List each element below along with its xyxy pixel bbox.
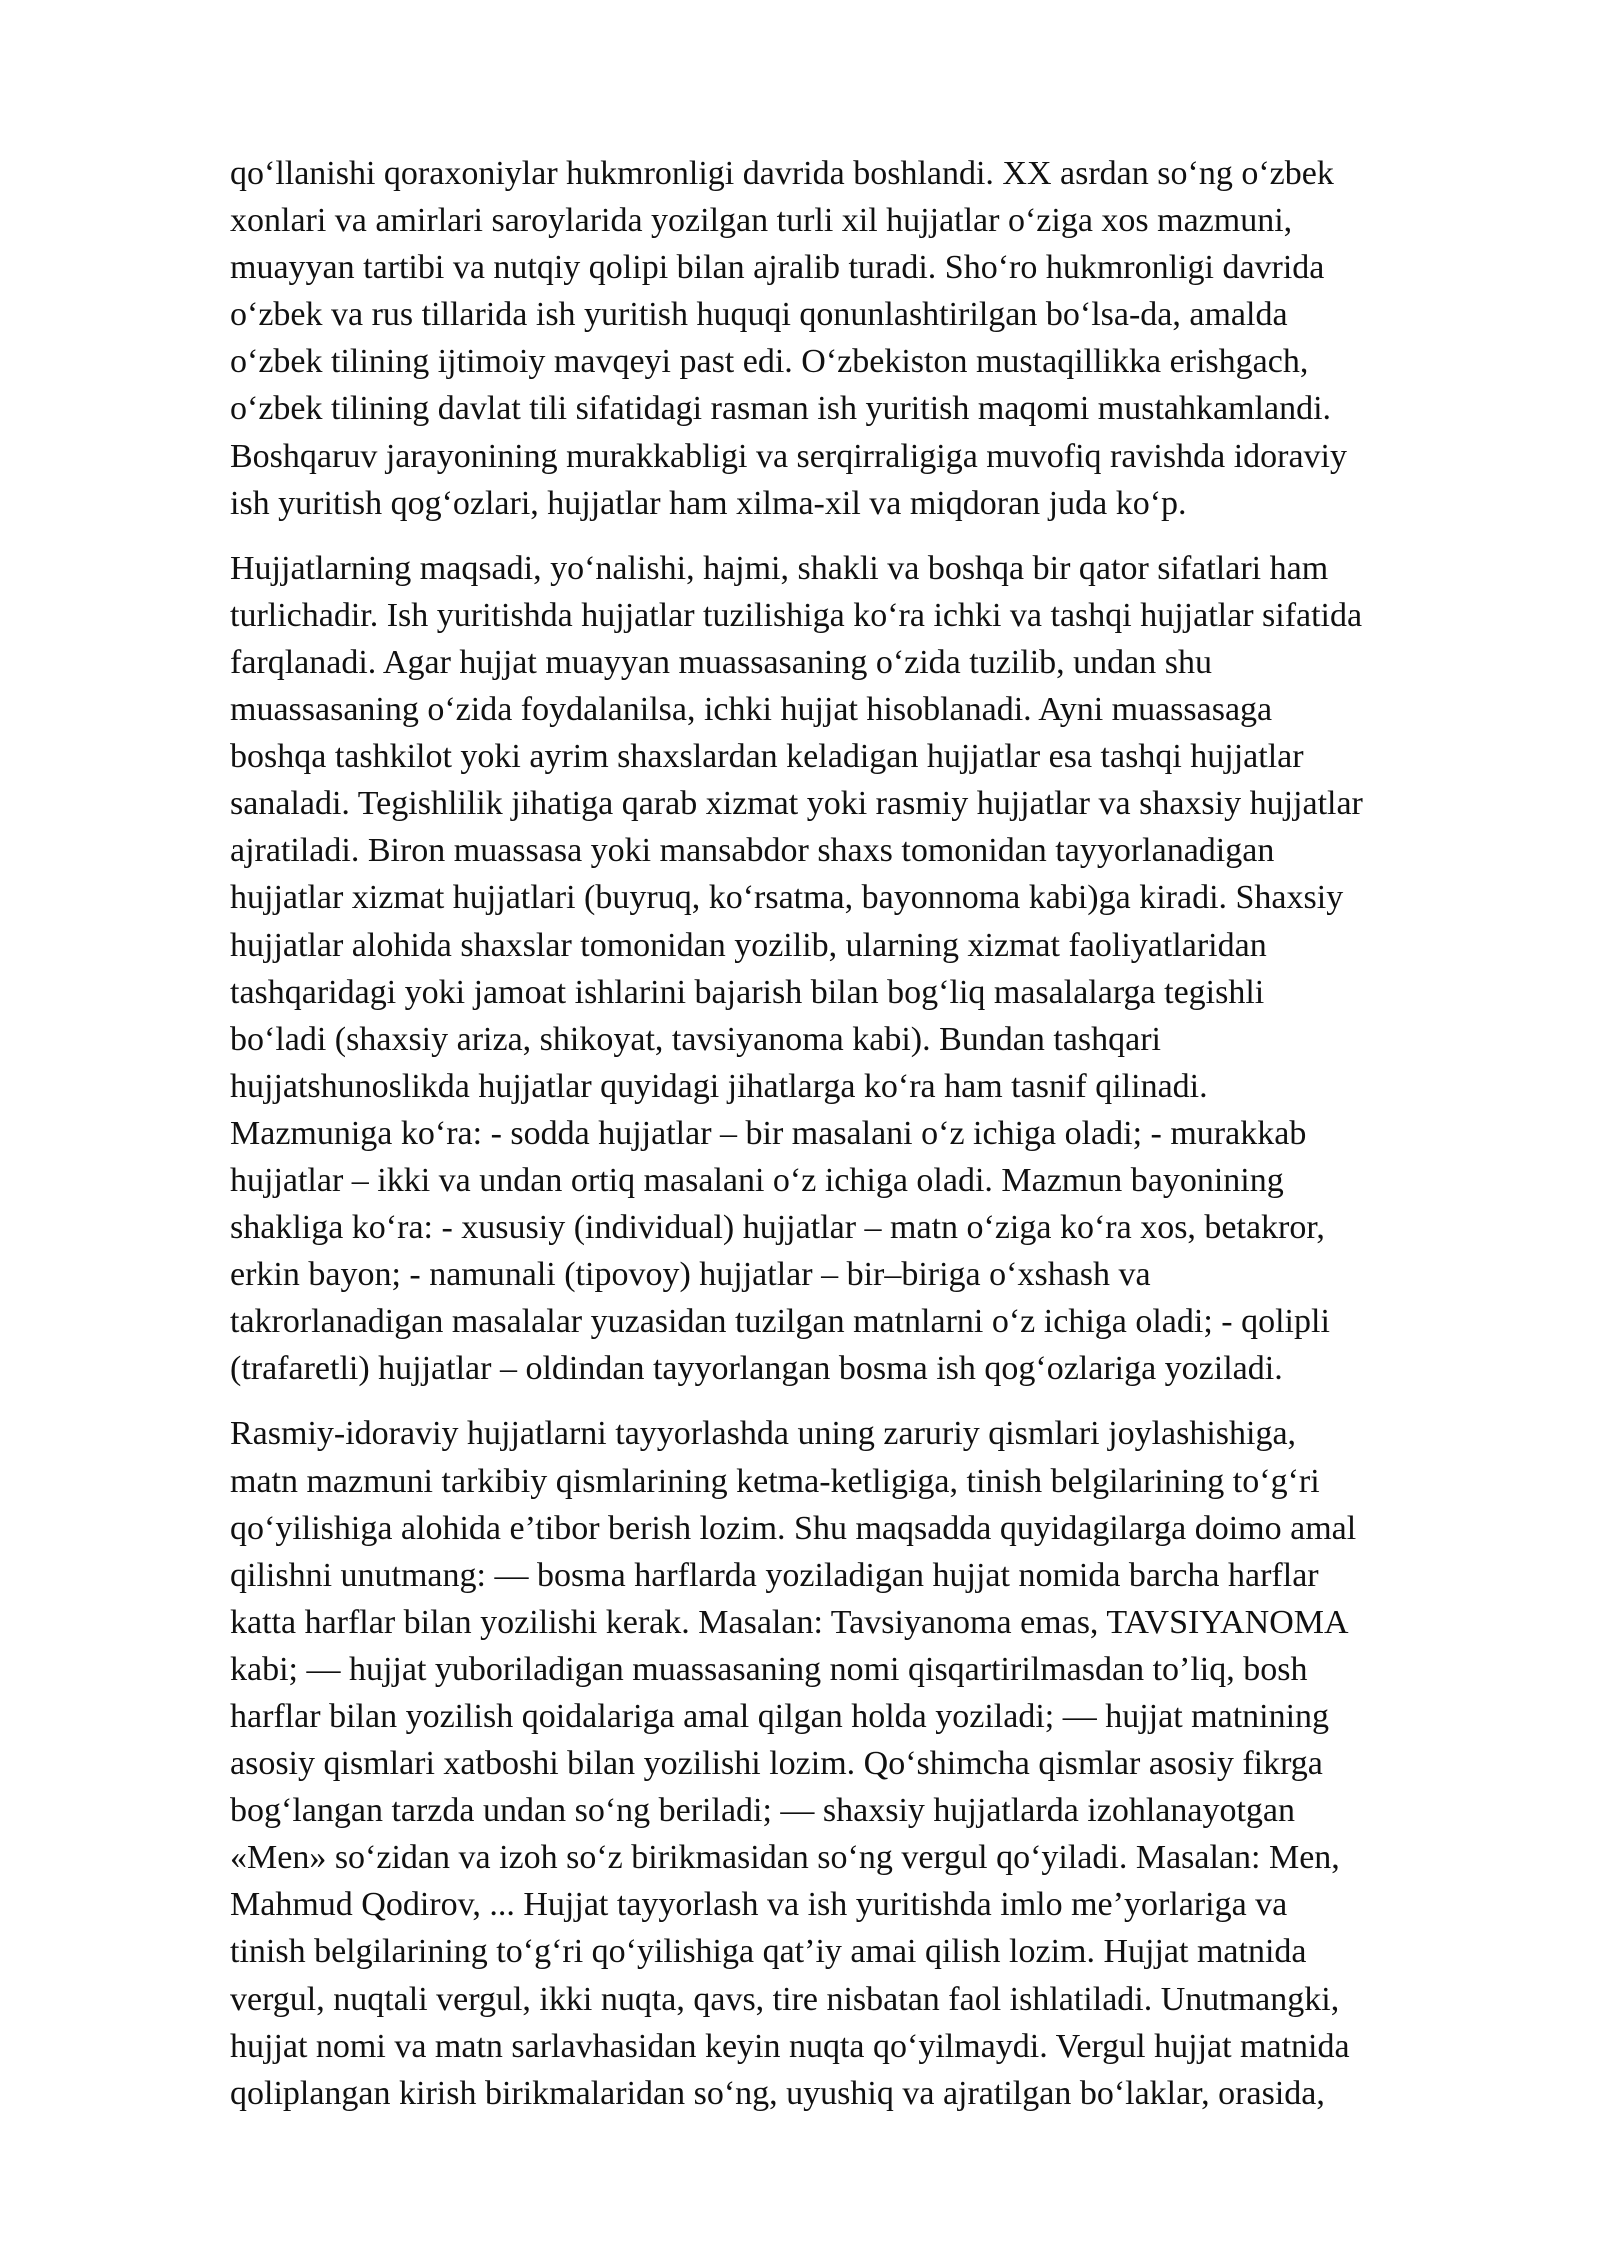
text-line: muayyan tartibi va nutqiy qolipi bilan ajralib turadi. Sho‘ro hukmronligi davrida (230, 249, 1325, 287)
text-line: Mazmuniga ko‘ra: - sodda hujjatlar – bir masalani o‘z ichiga oladi; - murakkab (230, 1114, 1307, 1152)
text-line: muassasaning o‘zida foydalanilsa, ichki hujjat hisoblanadi. Ayni muassasaga (230, 691, 1273, 729)
text-line: ajratiladi. Biron muassasa yoki mansabdor shaxs tomonidan tayyorlanadigan (230, 832, 1275, 870)
text-line: Hujjatlarning maqsadi, yo‘nalishi, hajmi, shakli va boshqa bir qator sifatlari ham (230, 549, 1329, 587)
paragraph-3 (230, 1410, 1500, 2116)
text-line: bo‘ladi (shaxsiy ariza, shikoyat, tavsiyanoma kabi). Bundan tashqari (230, 1020, 1161, 1058)
text-line: tinish belgilarining to‘g‘ri qo‘yilishiga qat’iy amai qilish lozim. Hujjat matnida (230, 1933, 1307, 1971)
text-line: qo‘yilishiga alohida e’tibor berish lozim. Shu maqsadda quyidagilarga doimo amal (230, 1509, 1357, 1547)
text-line: Mahmud Qodirov, ... Hujjat tayyorlash va ish yuritishda imlo me’yorlariga va (230, 1886, 1288, 1924)
text-line: vergul, nuqtali vergul, ikki nuqta, qavs, tire nisbatan faol ishlatiladi. Unutmangki, (230, 1980, 1340, 2018)
text-line: «Men» so‘zidan va izoh so‘z birikmasidan so‘ng vergul qo‘yiladi. Masalan: Men, (230, 1839, 1340, 1877)
document-page (230, 150, 1500, 2135)
text-line: kabi; — hujjat yuboriladigan muassasaning nomi qisqartirilmasdan to’liq, bosh (230, 1650, 1308, 1688)
text-line: erkin bayon; - namunali (tipovoy) hujjatlar – bir–biriga o‘xshash va (230, 1256, 1151, 1294)
text-line: takrorlanadigan masalalar yuzasidan tuzilgan matnlarni o‘z ichiga oladi; - qolipli (230, 1303, 1330, 1341)
text-line: hujjatlar xizmat hujjatlari (buyruq, ko‘rsatma, bayonnoma kabi)ga kiradi. Shaxsiy (230, 879, 1344, 917)
text-line: qo‘llanishi qoraxoniylar hukmronligi davrida boshlandi. XX asrdan so‘ng o‘zbek (230, 155, 1334, 192)
paragraph-2 (230, 545, 1500, 1393)
text-line: harflar bilan yozilish qoidalariga amal qilgan holda yoziladi; — hujjat matnining (230, 1698, 1330, 1735)
text-line: qoliplangan kirish birikmalaridan so‘ng, uyushiq va ajratilgan bo‘laklar, orasida, (230, 2074, 1325, 2112)
text-line: sanaladi. Tegishlilik jihatiga qarab xizmat yoki rasmiy hujjatlar va shaxsiy hujjatlar (230, 785, 1363, 823)
text-line: o‘zbek tilining ijtimoiy mavqeyi past edi. O‘zbekiston mustaqillikka erishgach, (230, 343, 1309, 381)
text-line: turlichadir. Ish yuritishda hujjatlar tuzilishiga ko‘ra ichki va tashqi hujjatlar sifatida (230, 596, 1363, 634)
text-line: o‘zbek tilining davlat tili sifatidagi rasman ish yuritish maqomi mustahkamlandi. (230, 390, 1332, 428)
text-line: farqlanadi. Agar hujjat muayyan muassasaning o‘zida tuzilib, undan shu (230, 643, 1212, 681)
text-line: matn mazmuni tarkibiy qismlarining ketma-ketligiga, tinish belgilarining to‘g‘ri (230, 1462, 1320, 1500)
text-line: hujjatshunoslikda hujjatlar quyidagi jihatlarga ko‘ra ham tasnif qilinadi. (230, 1067, 1208, 1105)
text-line: asosiy qismlari xatboshi bilan yozilishi lozim. Qo‘shimcha qismlar asosiy fikrga (230, 1745, 1323, 1783)
text-line: xonlari va amirlari saroylarida yozilgan turli xil hujjatlar o‘ziga xos mazmuni, (230, 202, 1293, 240)
text-line: qilishni unutmang: — bosma harflarda yoziladigan hujjat nomida barcha harflar (230, 1556, 1319, 1594)
text-line: Rasmiy-idoraviy hujjatlarni tayyorlashda uning zaruriy qismlari joylashishiga, (230, 1415, 1297, 1453)
text-line: hujjatlar – ikki va undan ortiq masalani o‘z ichiga oladi. Mazmun bayonining (230, 1161, 1284, 1199)
text-line: Boshqaruv jarayonining murakkabligi va serqirraligiga muvofiq ravishda idoraviy (230, 437, 1348, 475)
text-line: ish yuritish qog‘ozlari, hujjatlar ham xilma-xil va miqdoran juda ko‘p. (230, 484, 1187, 522)
text-line: o‘zbek va rus tillarida ish yuritish huquqi qonunlashtirilgan bo‘lsa-da, amalda (230, 296, 1288, 334)
paragraph-1 (230, 150, 1500, 527)
text-line: boshqa tashkilot yoki ayrim shaxslardan keladigan hujjatlar esa tashqi hujjatlar (230, 738, 1304, 776)
text-line: katta harflar bilan yozilishi kerak. Masalan: Tavsiyanoma emas, TAVSIYANOMA (230, 1603, 1349, 1641)
text-line: hujjatlar alohida shaxslar tomonidan yozilib, ularning xizmat faoliyatlaridan (230, 926, 1267, 964)
text-line: hujjat nomi va matn sarlavhasidan keyin nuqta qo‘yilmaydi. Vergul hujjat matnida (230, 2027, 1350, 2065)
text-line: tashqaridagi yoki jamoat ishlarini bajarish bilan bog‘liq masalalarga tegishli (230, 973, 1265, 1011)
text-line: (trafaretli) hujjatlar – oldindan tayyorlangan bosma ish qog‘ozlariga yoziladi. (230, 1350, 1283, 1388)
text-line: bog‘langan tarzda undan so‘ng beriladi; — shaxsiy hujjatlarda izohlanayotgan (230, 1792, 1296, 1830)
text-line: shakliga ko‘ra: - xususiy (individual) hujjatlar – matn o‘ziga ko‘ra xos, betakror, (230, 1209, 1325, 1247)
